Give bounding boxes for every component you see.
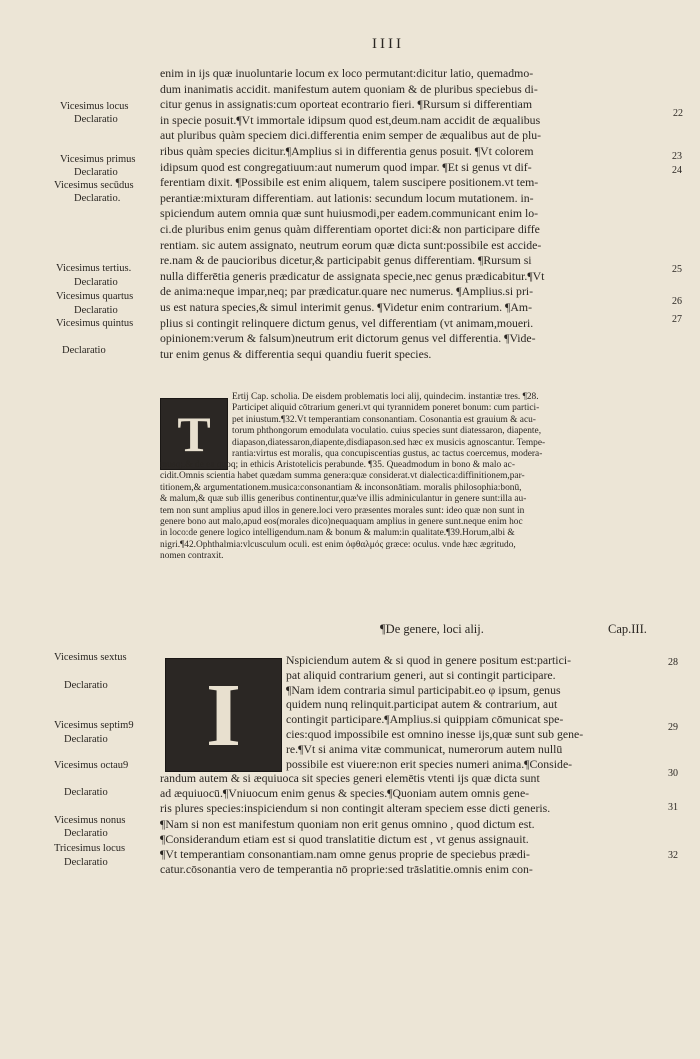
text-line: citur genus in assignatis:cum oporteat econtrario fieri. ¶Rursum si differentiam	[160, 97, 533, 112]
marginal-note: Declaratio.	[74, 193, 121, 204]
text-line: ¶Considerandum etiam est si quod translatitie dictum est , vt genus assignauit.	[160, 831, 529, 846]
text-line: ribus quàm species dicitur.¶Amplius si in differentia genus posuit. ¶Vt colorem	[160, 144, 534, 158]
text-line: nulla differētia generis prædicatur de assignata specie,nec genus prædicabitur.¶Vt	[160, 268, 545, 283]
line-number: 28	[668, 657, 678, 668]
scholia-line: musq;.& de ea quoq; in ethicis Aristotelicis perabunde. ¶35. Queadmodum in bono & malo ac-	[160, 460, 515, 470]
decorated-initial-i	[165, 658, 282, 772]
text-line: re.nam & de paucioribus dicetur,& participabit genus differentiam. ¶Rursum si	[160, 253, 532, 268]
text-line: plius si contingit relinquere dictum genus, vel differentiam (vt animam,moueri.	[160, 315, 534, 330]
line-number: 31	[668, 802, 678, 813]
marginal-note: Declaratio	[64, 828, 108, 839]
text-line: contingit participare.¶Amplius.si quippiam cōmunicat spe-	[286, 712, 564, 727]
marginal-note: Declaratio	[74, 114, 118, 125]
section-heading: ¶De genere, loci alij.	[380, 622, 484, 636]
line-number: 29	[668, 722, 678, 733]
text-line: perantiæ:mixturam differentiam. aut lationis: secundum locum mutationem. in-	[160, 190, 534, 205]
marginal-note: Declaratio	[64, 734, 108, 745]
text-line: quidem nunq relinquit.participat autem & contrarium, aut	[286, 697, 558, 712]
text-line: spiciendum autem omnia quæ sunt huiusmodi,per eadem.communicant enim lo-	[160, 206, 539, 221]
marginal-note: Declaratio	[74, 277, 118, 288]
marginal-note: Tricesimus locus	[54, 843, 126, 854]
text-line: idipsum quod est congregatiuum:aut numerum quod impar. ¶Et si genus vt dif-	[160, 159, 532, 174]
marginal-note: Declaratio	[62, 345, 106, 356]
initial-letter: T	[177, 406, 211, 462]
marginal-note: Declaratio	[64, 680, 108, 691]
text-line: pat aliquid contrarium generi, aut si contingit participare.	[286, 667, 556, 682]
scholia-line: in loco:de genere logico intelligendum.nam & bonum & malum:in qualitate.¶39.Horum,albi &	[160, 528, 515, 539]
scholia-line: torum phthongorum emodulata voculatio. cuius species sunt diatessaron, diapente,	[232, 426, 542, 437]
marginal-note: Vicesimus locus	[60, 101, 129, 112]
text-line: re.¶Vt si anima vitæ communicat, numerorum autem nullū	[286, 741, 563, 756]
line-number: 24	[672, 165, 682, 176]
initial-letter-2: I	[205, 665, 242, 765]
text-line: rentiam. sic autem assignato, neutrum eorum quæ dicta sunt:possibile est accide-	[160, 237, 542, 252]
folio-number: IIII	[372, 36, 404, 52]
marginal-note: Vicesimus septim9	[54, 720, 134, 731]
line-number: 32	[668, 850, 678, 861]
text-line: possibile est viuere:non erit species numeri anima.¶Conside-	[286, 756, 573, 771]
text-line: cies:quod impossibile est omnino inesse ijs,quæ sunt sub gene-	[286, 727, 584, 741]
scholia-line: Ertij Cap. scholia. De eisdem problematis loci alij, quindecim. instantiæ tres. ¶28.	[232, 392, 539, 402]
marginal-note: Declaratio	[74, 305, 118, 316]
marginal-note: Vicesimus quintus	[56, 318, 134, 329]
scholia-line: diapason,diatessaron,diapente,disdiapason.sed hæc ex musicis agnoscantur. Tempe-	[232, 437, 546, 448]
text-line: ¶Nam idem contraria simul participabit.eo φ ipsum, genus	[286, 682, 561, 697]
marginal-note: Vicesimus quartus	[56, 291, 134, 302]
text-line: ¶Nam si non est manifestum quoniam non erit genus omnino , quod dictum est.	[160, 816, 535, 831]
text-line: catur.cōsonantia vero de temperantia nō proprie:sed trāslatitie.omnis enim con-	[160, 862, 533, 877]
marginal-note: Vicesimus sextus	[54, 652, 127, 663]
marginal-note: Declaratio	[74, 167, 118, 178]
scholia-line: rantia:virtus est moralis, qua concupiscentias gustus, ac tactus coercemus, modera-	[232, 449, 543, 459]
text-line: de anima:neque impar,neq; par prædicatur.quare nec numerus. ¶Amplius.si pri-	[160, 284, 534, 299]
line-number: 22	[673, 108, 683, 119]
scholia-line: tem non sunt amplius apud illos in genere.loci vero præsentes morales sunt: ideo quæ non sunt in	[160, 505, 525, 516]
text-line: enim in ijs quæ inuoluntarie locum ex loco permutant:dicitur latio, quemadmo-	[160, 66, 534, 80]
text-line: tur enim genus & differentia sequi quandiu fuerit species.	[160, 346, 432, 361]
scholia-line: genere bono aut malo,apud eos(morales dico)nequaquam amplius in genere sunt.neque enim hoc	[160, 517, 523, 527]
text-line: opinionem:verum & falsum)neutrum erit dictorum genus vel differentia. ¶Vide-	[160, 331, 536, 346]
line-number: 25	[672, 264, 682, 275]
marginal-note: Vicesimus primus	[60, 154, 136, 165]
chapter-number: Cap.III.	[608, 622, 647, 636]
line-number: 26	[672, 296, 682, 307]
text-line: ci.de pluribus enim genus quàm differentiam oportet dici:& non participare diffe	[160, 222, 540, 236]
text-line: us est natura species,& simul interimit genus. ¶Videtur enim contrarium. ¶Am-	[160, 300, 533, 314]
scholia-line: & malum,& quæ sub illis generibus continentur,quæ've illis adminiculantur in genere sunt:illa au-	[160, 494, 527, 505]
scholia-line: Participet aliquid cōtrarium generi.vt qui tyrannidem poneret bonum: cum partici-	[232, 403, 540, 414]
marginal-note: Declaratio	[64, 787, 108, 798]
line-number: 30	[668, 768, 678, 779]
scholia-line: cidit.Omnis scientia habet quædam summa genera:quæ considerat.vt dialectica:diffinitionem,par-	[160, 471, 525, 482]
marginal-note: Vicesimus octau9	[54, 760, 129, 771]
text-line: randum autem & si æquiuoca sit species generi elemētis vtenti ijs quæ dicta sunt	[160, 771, 540, 785]
marginal-note: Declaratio	[64, 857, 108, 868]
text-line: ¶Vt temperantiam consonantiam.nam omne genus proprie de speciebus prædi-	[160, 847, 530, 861]
marginal-note: Vicesimus tertius.	[56, 263, 132, 274]
line-number: 23	[672, 151, 682, 162]
line-number: 27	[672, 314, 682, 325]
text-line: ris plures species:inspiciendum si non contingit alteram speciem esse dicti generis.	[160, 801, 551, 816]
text-line: in specie posuit.¶Vt immortale idipsum quod est,deum.nam accidit de æqualibus	[160, 112, 541, 127]
text-line: dum inanimatis accidit. manifestum autem quoniam & de pluribus speciebus di-	[160, 81, 538, 96]
text-line: Nspiciendum autem & si quod in genere positum est:partici-	[286, 653, 572, 667]
scholia-line: pet iniustum.¶32.Vt temperantiam consonantiam. Cosonantia est grauium & acu-	[232, 414, 536, 425]
text-line: ferentiam dixit. ¶Possibile est enim aliquem, talem suscipere positionem.vt tem-	[160, 175, 539, 190]
scholia-line: nomen contraxit.	[160, 551, 224, 562]
marginal-note: Vicesimus secūdus	[54, 180, 134, 191]
text-line: ad æquiuocū.¶Vniuocum enim genus & species.¶Quoniam autem omnis gene-	[160, 786, 530, 801]
scholia-line: nigri.¶42.Ophthalmia:vlcusculum oculi. est enim ὀφθαλμός græce: oculus. vnde hæc ægritudo,	[160, 539, 516, 550]
scholia-line: titionem,& argumentationem.musica:consonantiam & inconsonātiam. moralis philosophia:bonū,	[160, 482, 522, 493]
marginal-note: Vicesimus nonus	[54, 815, 126, 826]
text-line: aut pluribus quàm speciem dici.differentia enim semper de æqualibus aut de plu-	[160, 128, 542, 143]
